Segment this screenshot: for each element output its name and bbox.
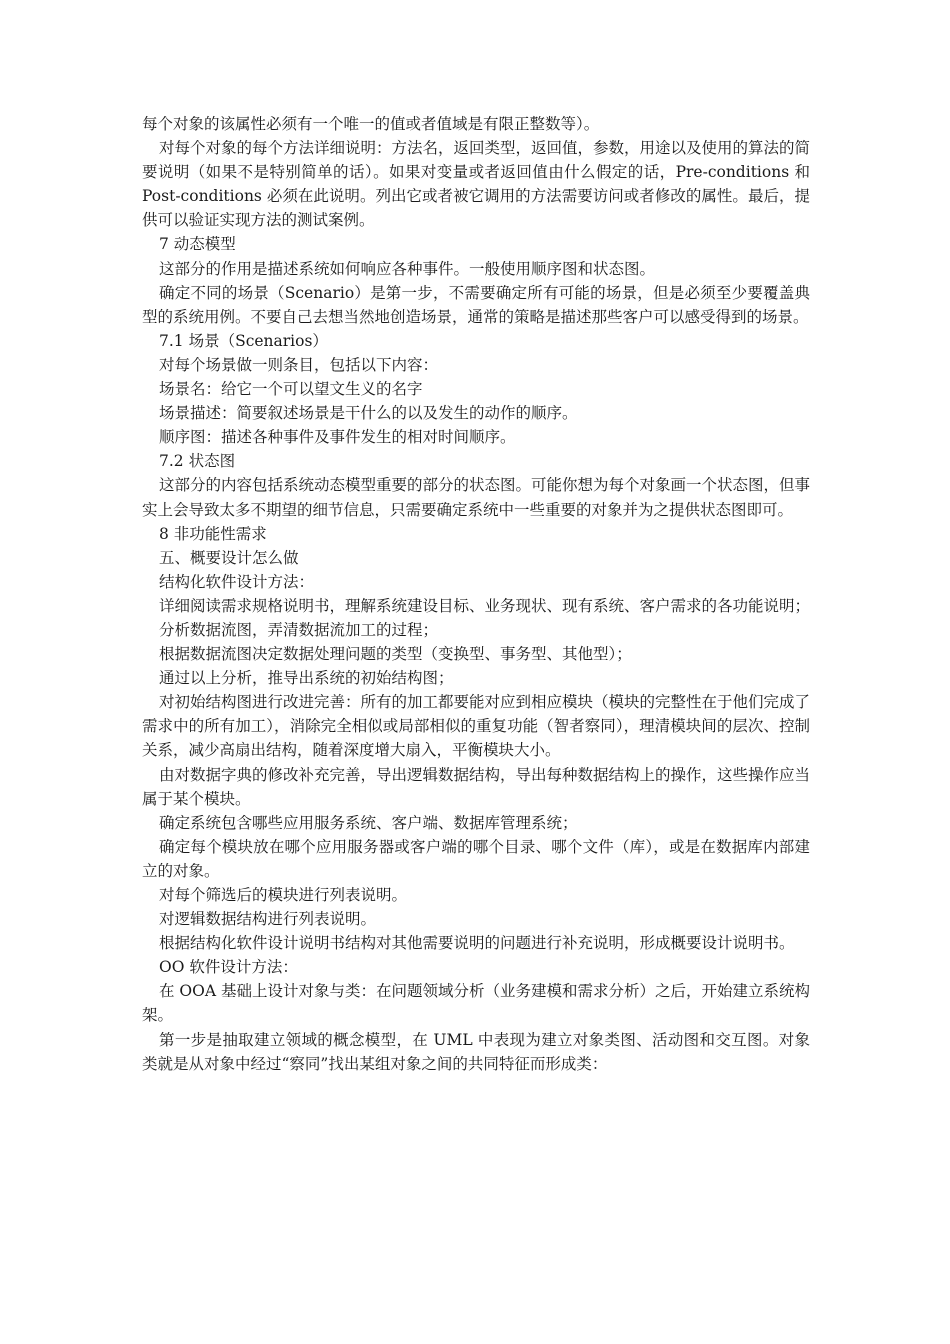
paragraph: 详细阅读需求规格说明书，理解系统建设目标、业务现状、现有系统、客户需求的各功能说明； bbox=[159, 596, 811, 615]
paragraph: 对每个场景做一则条目，包括以下内容： bbox=[159, 355, 439, 374]
paragraph: 这部分的内容包括系统动态模型重要的部分的状态图。可能你想为每个对象画一个状态图，但事实上会导致太多不期望的细节信息，只需要确定系统中一些重要的对象并为之提供状态图即可。 bbox=[142, 476, 811, 519]
paragraph: 对每个对象的每个方法详细说明：方法名，返回类型，返回值，参数，用途以及使用的算法的简要说明（如果不是特别简单的话）。如果对变量或者返回值由什么假定的话，Pre-conditions 和 Post-conditions 必须在此说明。列出它或者被它调用的方法需要访问或者修改的属性。最后，提供可以验证实现方法的测试案例。 bbox=[142, 139, 811, 230]
document-page bbox=[142, 112, 810, 1076]
subsection-heading: 7.2 状态图 bbox=[159, 452, 236, 471]
paragraph: 对每个筛选后的模块进行列表说明。 bbox=[159, 886, 408, 904]
paragraph: 场景描述：简要叙述场景是干什么的以及发生的动作的顺序。 bbox=[159, 404, 578, 423]
paragraph: 场景名：给它一个可以望文生义的名字 bbox=[159, 380, 423, 399]
section-heading: 8 非功能性需求 bbox=[159, 524, 267, 543]
paragraph: 结构化软件设计方法： bbox=[159, 572, 315, 591]
paragraph: 这部分的作用是描述系统如何响应各种事件。一般使用顺序图和状态图。 bbox=[159, 259, 656, 278]
paragraph: 由对数据字典的修改补充完善，导出逻辑数据结构，导出每种数据结构上的操作，这些操作应当属于某个模块。 bbox=[142, 765, 811, 808]
paragraph: 确定每个模块放在哪个应用服务器或客户端的哪个目录、哪个文件（库），或是在数据库内部建立的对象。 bbox=[142, 837, 810, 880]
paragraph: 确定系统包含哪些应用服务系统、客户端、数据库管理系统； bbox=[159, 813, 578, 832]
paragraph: 根据数据流图决定数据处理问题的类型（变换型、事务型、其他型）； bbox=[159, 645, 632, 664]
paragraph: 每个对象的该属性必须有一个唯一的值或者值域是有限正整数等）。 bbox=[142, 115, 600, 133]
paragraph: 第一步是抽取建立领域的概念模型，在 UML 中表现为建立对象类图、活动图和交互图。对象类就是从对象中经过“察同”找出某组对象之间的共同特征而形成类： bbox=[142, 1030, 810, 1073]
paragraph: 确定不同的场景（Scenario）是第一步，不需要确定所有可能的场景，但是必须至少要覆盖典型的系统用例。不要自己去想当然地创造场景，通常的策略是描述那些客户可以感受得到的场景。 bbox=[142, 283, 810, 326]
section-heading: 7 动态模型 bbox=[159, 235, 236, 254]
paragraph: 通过以上分析，推导出系统的初始结构图； bbox=[159, 669, 454, 688]
paragraph: 在 OOA 基础上设计对象与类：在问题领域分析（业务建模和需求分析）之后，开始建立系统构架。 bbox=[142, 982, 810, 1025]
paragraph: 对逻辑数据结构进行列表说明。 bbox=[159, 910, 377, 929]
paragraph: 顺序图：描述各种事件及事件发生的相对时间顺序。 bbox=[159, 428, 516, 447]
chapter-heading: 五、概要设计怎么做 bbox=[159, 548, 299, 567]
paragraph: OO 软件设计方法： bbox=[159, 958, 298, 977]
paragraph: 对初始结构图进行改进完善：所有的加工都要能对应到相应模块（模块的完整性在于他们完成了需求中的所有加工），消除完全相似或局部相似的重复功能（智者察同），理清模块间的层次、控制关系，减少高扇出结构，随着深度增大扇入，平衡模块大小。 bbox=[142, 693, 811, 760]
paragraph: 分析数据流图，弄清数据流加工的过程； bbox=[159, 620, 439, 639]
paragraph: 根据结构化软件设计说明书结构对其他需要说明的问题进行补充说明，形成概要设计说明书。 bbox=[159, 934, 795, 953]
subsection-heading: 7.1 场景（Scenarios） bbox=[159, 331, 328, 350]
